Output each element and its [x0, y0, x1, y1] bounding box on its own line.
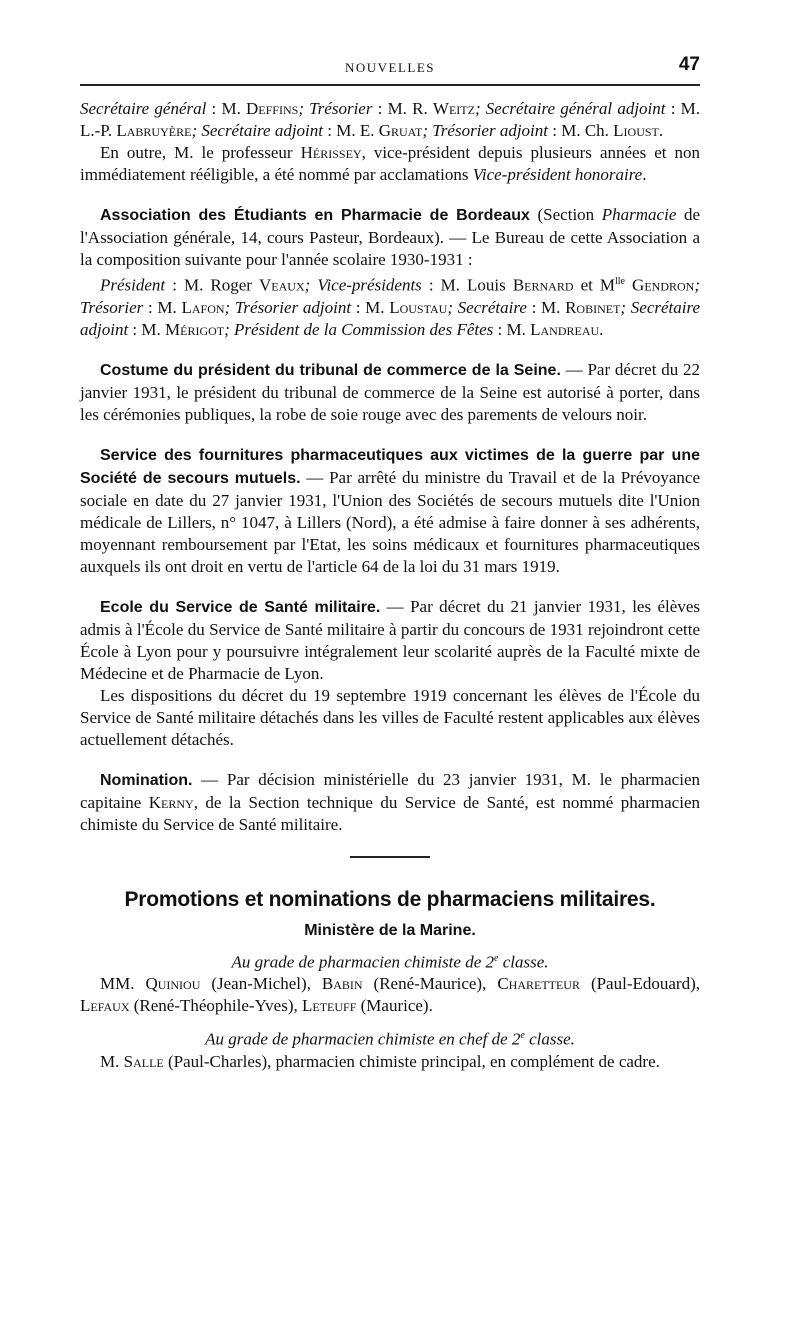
section-divider [350, 856, 430, 858]
text: (Paul-Edouard), [579, 974, 700, 994]
text: En outre, M. le professeur [100, 143, 301, 162]
text: — Par décret du 22 janvier 1931, le président du tribunal de commerce de la Seine est autorisé à porter, dans les cérémonies publiques, la robe de soie rouge avec des parements de velours noir. [80, 359, 700, 424]
text: (Section [529, 205, 602, 224]
person-name: Kerny [148, 792, 194, 812]
person-name: Bernard [512, 275, 574, 295]
text: Au grade de pharmacien chimiste en chef de 2 [205, 1029, 521, 1049]
paragraph-honorary [80, 142, 700, 186]
superscript: e [494, 952, 499, 964]
promotion-list [80, 973, 700, 1017]
label: ; Secrétaire adjoint [80, 297, 701, 339]
text: : M. Roger [165, 275, 259, 295]
section-heading: Nomination. [100, 771, 193, 789]
person-name: Lefaux [80, 996, 130, 1016]
person-name: Landreau [530, 319, 600, 339]
text: classe. [498, 952, 549, 972]
person-name: Quiniou [145, 974, 201, 994]
text: : M. Ch. [547, 121, 614, 140]
text: de l'Association générale, 14, cours Pasteur, Bordeaux). — Le Bureau de cette Association a la composition suivante pour l'année scolaire 1930-1931 : [80, 205, 701, 269]
text: (René-Maurice), [362, 974, 498, 994]
promotions-title: Promotions et nominations de pharmaciens militaires. [124, 887, 656, 911]
label: Secrétaire général [80, 99, 207, 118]
text: (René-Théophile-Yves), [129, 996, 302, 1016]
text: classe. [524, 1029, 575, 1049]
section-heading: Service des fournitures pharmaceutiques aux victimes de la guerre par une Société de secours mutuels. [80, 446, 700, 487]
label: ; Secrétaire [447, 297, 527, 317]
person-name: Mérigot [165, 319, 225, 339]
text: : M. E. [323, 121, 379, 140]
text: Au grade de pharmacien chimiste de 2 [231, 952, 494, 972]
person-name: Lafon [181, 297, 225, 317]
text: : M. [493, 319, 531, 339]
person-name: Salle [123, 1051, 164, 1071]
person-name: Lioust [613, 121, 659, 140]
label: ; Président de la Commission des Fêtes [224, 319, 494, 339]
person-name: Loustau [389, 297, 448, 317]
label: Président [100, 275, 166, 295]
text: : M. [143, 297, 182, 317]
text: . [658, 121, 664, 140]
text: (Jean-Michel), [200, 974, 322, 994]
paragraph-bordeaux [80, 204, 700, 271]
paragraph-service [80, 444, 700, 578]
text: : M. [526, 297, 566, 317]
paragraph-ecole [80, 596, 700, 685]
person-name: Labruyère [116, 121, 192, 140]
label: ; Trésorier [298, 99, 373, 118]
text: Pharmacie [601, 205, 677, 224]
section-heading: Costume du président du tribunal de commerce de la Seine. [100, 361, 561, 379]
person-name: Hérissey [300, 143, 362, 162]
label: ; Vice-présidents [304, 275, 422, 295]
promotion-list [80, 1051, 700, 1073]
text: , de la Section technique du Service de Santé, est nommé pharmacien chimiste du Service de Santé militaire. [80, 792, 701, 834]
ministry-heading: Ministère de la Marine. [304, 921, 476, 939]
page-number: 47 [678, 54, 700, 75]
person-name: Weitz [432, 99, 475, 118]
text: M. [100, 1051, 124, 1071]
person-name: Leteuff [301, 996, 357, 1016]
text: (Maurice). [356, 996, 433, 1016]
text: — Par décision ministérielle du 23 janvier 1931, M. le pharmacien capitaine [80, 769, 700, 812]
text: , vice-président depuis plusieurs années et non immédiatement rééligible, a été nommé par acclamations [80, 143, 701, 184]
running-title: NOUVELLES [344, 60, 436, 75]
page [80, 50, 700, 1073]
paragraph-ecole-2: Les dispositions du décret du 19 septembre 1919 concernant les élèves de l'École du Service de Santé militaire détachés dans les villes de Faculté restent applicables aux élèves actuellement détachés. [80, 685, 700, 749]
paragraph-costume [80, 359, 700, 426]
label: ; Trésorier adjoint [422, 121, 548, 140]
section-heading: Ecole du Service de Santé militaire. [100, 598, 381, 616]
paragraph-bordeaux-bureau [80, 271, 700, 341]
page-header [80, 50, 700, 76]
text: . [599, 319, 604, 339]
grade-heading [80, 1025, 700, 1051]
superscript: e [520, 1030, 525, 1042]
text: — Par décret du 21 janvier 1931, les élèves admis à l'École du Service de Santé militaire à partir du concours de 1931 rejoindront cette École à Lyon pour y poursuivre intégralement leur scolarité auprès de la Faculté mixte de Médecine et de Pharmacie de Lyon. [80, 596, 700, 683]
person-name: Robinet [565, 297, 621, 317]
text: : M. L.-P. [80, 99, 700, 140]
text: : M. R. [372, 99, 433, 118]
person-name: Babin [321, 974, 363, 994]
text: : M. [351, 297, 390, 317]
text: (Paul-Charles), pharmacien chimiste principal, en complément de cadre. [163, 1051, 660, 1071]
person-name: Gendron [625, 275, 695, 295]
label: ; Trésorier adjoint [224, 297, 352, 317]
honorary-title: Vice-président honoraire [472, 165, 643, 184]
label: ; Secrétaire adjoint [191, 121, 323, 140]
text: : M. [206, 99, 247, 118]
text: — Par arrêté du ministre du Travail et de la Prévoyance sociale en date du 27 janvier 1931, l'Union des Sociétés de secours mutuels dite l'Union médicale de Lillers, n° 1047, à Lillers (Nord), a été admise à faire donner à ses adhérents, moyennant remboursement par l'Etat, les soins médicaux et fournitures pharmaceutiques auxquels ils ont droit en vertu de l'article 64 de la loi du 31 mars 1919. [80, 467, 700, 576]
text: et M [573, 275, 615, 295]
paragraph-nomination [80, 769, 700, 836]
section-heading: Association des Étudiants en Pharmacie de Bordeaux [100, 207, 530, 224]
superscript: lle [615, 276, 625, 287]
grade-heading [80, 948, 700, 974]
label: ; Secrétaire général adjoint [474, 99, 666, 118]
person-name: Charetteur [497, 974, 580, 994]
person-name: Deffins [246, 99, 299, 118]
text: MM. [100, 974, 146, 994]
text: : M. Louis [421, 275, 513, 295]
text: . [642, 165, 647, 184]
person-name: Gruat [378, 121, 423, 140]
text: : M. [128, 319, 166, 339]
person-name: Veaux [259, 275, 305, 295]
label: ; Trésorier [80, 275, 700, 317]
paragraph-officers [80, 98, 700, 142]
